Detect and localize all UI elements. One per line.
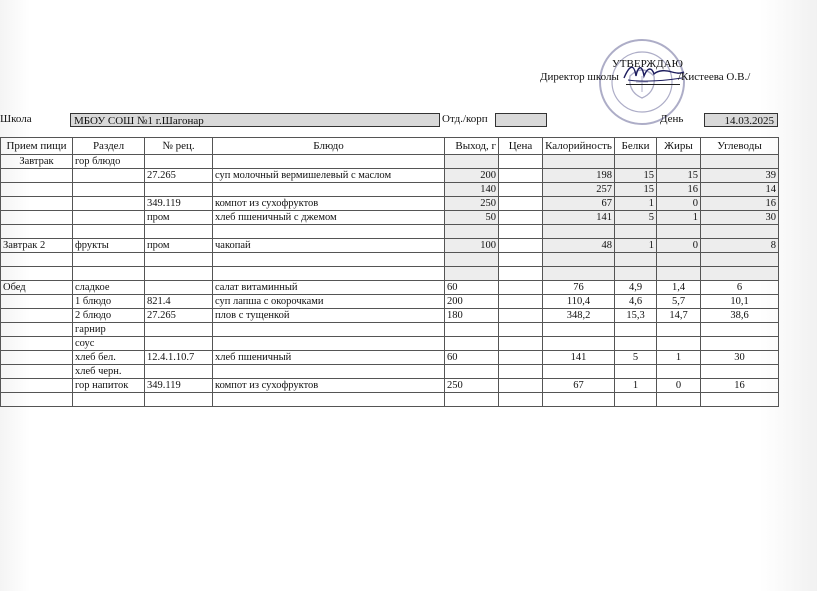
price-cell: [499, 337, 543, 351]
price-cell: [499, 183, 543, 197]
kcal-cell: [543, 267, 615, 281]
kcal-cell: [543, 323, 615, 337]
protein-cell: 15: [615, 169, 657, 183]
dish-cell: суп лапша с окорочками: [213, 295, 445, 309]
output-cell: 100: [445, 239, 499, 253]
meal-cell: [1, 365, 73, 379]
protein-cell: [615, 225, 657, 239]
fat-cell: [657, 267, 701, 281]
table-row: [1, 323, 779, 337]
col-kcal: Калорийность: [543, 138, 615, 155]
output-cell: 60: [445, 351, 499, 365]
section-cell: гор блюдо: [73, 155, 145, 169]
fat-cell: 0: [657, 379, 701, 393]
table-row: [1, 225, 779, 239]
output-cell: [445, 225, 499, 239]
carbs-cell: 16: [701, 197, 779, 211]
col-output: Выход, г: [445, 138, 499, 155]
meal-cell: [1, 253, 73, 267]
carbs-cell: [701, 337, 779, 351]
protein-cell: [615, 393, 657, 407]
dish-cell: [213, 323, 445, 337]
kcal-cell: [543, 337, 615, 351]
meal-cell: [1, 337, 73, 351]
price-cell: [499, 281, 543, 295]
protein-cell: [615, 253, 657, 267]
price-cell: [499, 197, 543, 211]
school-label: Школа: [0, 113, 32, 125]
approval-name: /Кистеева О.В./: [678, 71, 751, 83]
output-cell: [445, 267, 499, 281]
fat-cell: 5,7: [657, 295, 701, 309]
kcal-cell: [543, 393, 615, 407]
protein-cell: [615, 365, 657, 379]
price-cell: [499, 351, 543, 365]
date-field[interactable]: 14.03.2025: [704, 113, 778, 127]
carbs-cell: [701, 393, 779, 407]
protein-cell: 4,6: [615, 295, 657, 309]
meal-cell: [1, 225, 73, 239]
section-cell: [73, 225, 145, 239]
signature-line: [626, 84, 680, 85]
kcal-cell: 198: [543, 169, 615, 183]
dish-cell: чакопай: [213, 239, 445, 253]
meal-cell: Завтрак 2: [1, 239, 73, 253]
carbs-cell: [701, 225, 779, 239]
section-cell: хлеб черн.: [73, 365, 145, 379]
col-dish: Блюдо: [213, 138, 445, 155]
output-cell: 140: [445, 183, 499, 197]
carbs-cell: 10,1: [701, 295, 779, 309]
output-cell: [445, 155, 499, 169]
table-row: [1, 267, 779, 281]
section-cell: хлеб бел.: [73, 351, 145, 365]
table-row: [1, 379, 779, 393]
kcal-cell: 110,4: [543, 295, 615, 309]
price-cell: [499, 267, 543, 281]
fat-cell: [657, 337, 701, 351]
dish-cell: [213, 393, 445, 407]
recipe-cell: [145, 323, 213, 337]
fat-cell: 1,4: [657, 281, 701, 295]
output-cell: [445, 393, 499, 407]
section-cell: [73, 183, 145, 197]
recipe-cell: 349.119: [145, 197, 213, 211]
fat-cell: [657, 253, 701, 267]
section-cell: [73, 253, 145, 267]
carbs-cell: 39: [701, 169, 779, 183]
dish-cell: [213, 225, 445, 239]
meal-cell: [1, 183, 73, 197]
section-cell: гор напиток: [73, 379, 145, 393]
kcal-cell: [543, 155, 615, 169]
dish-cell: салат витаминный: [213, 281, 445, 295]
fat-cell: 1: [657, 211, 701, 225]
output-cell: 50: [445, 211, 499, 225]
dish-cell: суп молочный вермишелевый с маслом: [213, 169, 445, 183]
protein-cell: 5: [615, 211, 657, 225]
fat-cell: 16: [657, 183, 701, 197]
meal-cell: [1, 169, 73, 183]
dish-cell: [213, 365, 445, 379]
price-cell: [499, 393, 543, 407]
dish-cell: компот из сухофруктов: [213, 379, 445, 393]
table-row: [1, 239, 779, 253]
col-fat: Жиры: [657, 138, 701, 155]
meal-cell: Завтрак: [1, 155, 73, 169]
school-field[interactable]: МБОУ СОШ №1 г.Шагонар: [70, 113, 440, 127]
meal-cell: [1, 379, 73, 393]
fat-cell: 1: [657, 351, 701, 365]
section-cell: фрукты: [73, 239, 145, 253]
output-cell: 60: [445, 281, 499, 295]
section-cell: [73, 267, 145, 281]
output-cell: 250: [445, 379, 499, 393]
protein-cell: [615, 267, 657, 281]
table-header-row: [1, 138, 779, 155]
dept-field[interactable]: [495, 113, 547, 127]
output-cell: 200: [445, 169, 499, 183]
recipe-cell: 349.119: [145, 379, 213, 393]
recipe-cell: [145, 393, 213, 407]
price-cell: [499, 155, 543, 169]
price-cell: [499, 365, 543, 379]
fat-cell: 0: [657, 197, 701, 211]
dept-label: Отд./корп: [442, 113, 488, 125]
price-cell: [499, 225, 543, 239]
recipe-cell: [145, 337, 213, 351]
col-section: Раздел: [73, 138, 145, 155]
protein-cell: [615, 155, 657, 169]
dish-cell: компот из сухофруктов: [213, 197, 445, 211]
kcal-cell: 76: [543, 281, 615, 295]
table-row: [1, 351, 779, 365]
recipe-cell: [145, 267, 213, 281]
protein-cell: 1: [615, 379, 657, 393]
recipe-cell: 27.265: [145, 309, 213, 323]
price-cell: [499, 211, 543, 225]
fat-cell: [657, 155, 701, 169]
kcal-cell: 141: [543, 351, 615, 365]
output-cell: [445, 337, 499, 351]
kcal-cell: 67: [543, 379, 615, 393]
kcal-cell: 48: [543, 239, 615, 253]
col-recipe: № рец.: [145, 138, 213, 155]
protein-cell: 5: [615, 351, 657, 365]
table-row: [1, 281, 779, 295]
recipe-cell: пром: [145, 239, 213, 253]
carbs-cell: [701, 323, 779, 337]
dish-cell: [213, 267, 445, 281]
output-cell: 200: [445, 295, 499, 309]
table-row: [1, 197, 779, 211]
carbs-cell: 6: [701, 281, 779, 295]
dish-cell: [213, 253, 445, 267]
kcal-cell: 348,2: [543, 309, 615, 323]
carbs-cell: 14: [701, 183, 779, 197]
recipe-cell: 821.4: [145, 295, 213, 309]
table-row: [1, 295, 779, 309]
kcal-cell: [543, 225, 615, 239]
carbs-cell: [701, 267, 779, 281]
table-row: [1, 309, 779, 323]
kcal-cell: [543, 253, 615, 267]
meal-cell: [1, 197, 73, 211]
carbs-cell: [701, 155, 779, 169]
kcal-cell: [543, 365, 615, 379]
carbs-cell: 38,6: [701, 309, 779, 323]
col-protein: Белки: [615, 138, 657, 155]
col-meal: Прием пищи: [1, 138, 73, 155]
section-cell: гарнир: [73, 323, 145, 337]
price-cell: [499, 169, 543, 183]
kcal-cell: 141: [543, 211, 615, 225]
dish-cell: [213, 183, 445, 197]
table-row: [1, 169, 779, 183]
section-cell: [73, 393, 145, 407]
meal-cell: [1, 295, 73, 309]
col-price: Цена: [499, 138, 543, 155]
day-label: День: [660, 113, 684, 125]
carbs-cell: [701, 365, 779, 379]
protein-cell: [615, 323, 657, 337]
col-carbs: Углеводы: [701, 138, 779, 155]
dish-cell: хлеб пшеничный с джемом: [213, 211, 445, 225]
protein-cell: 4,9: [615, 281, 657, 295]
meal-cell: [1, 393, 73, 407]
output-cell: 250: [445, 197, 499, 211]
protein-cell: 15,3: [615, 309, 657, 323]
meal-cell: [1, 309, 73, 323]
output-cell: [445, 253, 499, 267]
menu-table-body: [1, 155, 779, 407]
price-cell: [499, 295, 543, 309]
meal-cell: Обед: [1, 281, 73, 295]
meal-cell: [1, 351, 73, 365]
table-row: [1, 183, 779, 197]
protein-cell: 1: [615, 239, 657, 253]
table-row: [1, 365, 779, 379]
recipe-cell: [145, 253, 213, 267]
approval-title: УТВЕРЖДАЮ: [612, 58, 683, 70]
meal-cell: [1, 323, 73, 337]
fat-cell: 0: [657, 239, 701, 253]
price-cell: [499, 253, 543, 267]
recipe-cell: [145, 281, 213, 295]
price-cell: [499, 323, 543, 337]
fat-cell: [657, 225, 701, 239]
table-row: [1, 155, 779, 169]
section-cell: сладкое: [73, 281, 145, 295]
table-row: [1, 393, 779, 407]
kcal-cell: 257: [543, 183, 615, 197]
output-cell: [445, 323, 499, 337]
recipe-cell: 12.4.1.10.7: [145, 351, 213, 365]
recipe-cell: пром: [145, 211, 213, 225]
recipe-cell: 27.265: [145, 169, 213, 183]
recipe-cell: [145, 183, 213, 197]
section-cell: 1 блюдо: [73, 295, 145, 309]
protein-cell: 15: [615, 183, 657, 197]
price-cell: [499, 239, 543, 253]
recipe-cell: [145, 225, 213, 239]
meal-cell: [1, 267, 73, 281]
price-cell: [499, 309, 543, 323]
carbs-cell: 16: [701, 379, 779, 393]
approval-position: Директор школы: [540, 71, 619, 83]
table-row: [1, 253, 779, 267]
carbs-cell: 30: [701, 211, 779, 225]
dish-cell: [213, 155, 445, 169]
protein-cell: [615, 337, 657, 351]
carbs-cell: 30: [701, 351, 779, 365]
fat-cell: 15: [657, 169, 701, 183]
kcal-cell: 67: [543, 197, 615, 211]
price-cell: [499, 379, 543, 393]
dish-cell: хлеб пшеничный: [213, 351, 445, 365]
recipe-cell: [145, 365, 213, 379]
dish-cell: плов с тущенкой: [213, 309, 445, 323]
fat-cell: [657, 365, 701, 379]
protein-cell: 1: [615, 197, 657, 211]
section-cell: соус: [73, 337, 145, 351]
carbs-cell: 8: [701, 239, 779, 253]
menu-table: [0, 137, 779, 407]
fat-cell: [657, 323, 701, 337]
recipe-cell: [145, 155, 213, 169]
table-row: [1, 211, 779, 225]
table-row: [1, 337, 779, 351]
section-cell: [73, 197, 145, 211]
output-cell: [445, 365, 499, 379]
output-cell: 180: [445, 309, 499, 323]
section-cell: [73, 169, 145, 183]
fat-cell: 14,7: [657, 309, 701, 323]
fat-cell: [657, 393, 701, 407]
dish-cell: [213, 337, 445, 351]
meal-cell: [1, 211, 73, 225]
carbs-cell: [701, 253, 779, 267]
section-cell: [73, 211, 145, 225]
section-cell: 2 блюдо: [73, 309, 145, 323]
